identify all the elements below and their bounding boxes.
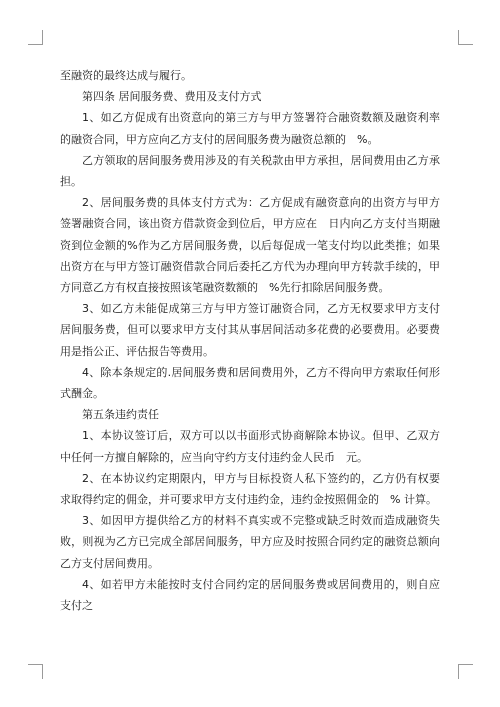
crop-mark-top-right xyxy=(458,30,473,45)
article-4-clause-2: 2、居间服务费的具体支付方式为：乙方促成有融资意向的出资方与甲方签署融资合同，该出资方借款资金到位后，甲方应在 日内向乙方支付当期融资到位金额的%作为乙方居间服务费，以后每促成一笔支付均以此类推；如果出资方在与甲方签订融资借款合同后委托乙方代为办理向甲方转款手续的，甲方同意乙方有权直接按照该笔融资数额的 %先行扣除居间服务费。 xyxy=(60,196,440,295)
document-body xyxy=(60,65,440,616)
article-5-clause-2: 2、在本协议约定期限内，甲方与目标投资人私下签约的，乙方仍有权要求取得约定的佣金，并可要求甲方支付违约金，违约金按照佣金的 % 计算。 xyxy=(60,471,440,507)
article-4-tax-note: 乙方领取的居间服务费用涉及的有关税款由甲方承担，居间费用由乙方承担。 xyxy=(60,153,440,189)
article-5-clause-1: 1、本协议签订后，双方可以以书面形式协商解除本协议。但甲、乙双方中任何一方擅自解除的，应当向守约方支付违约金人民币 元。 xyxy=(60,429,440,464)
crop-mark-bottom-left xyxy=(28,664,43,679)
article-4-clause-1: 1、如乙方促成有出资意向的第三方与甲方签署符合融资数额及融资利率的融资合同，甲方应向乙方支付的居间服务费为融资总额的 %。 xyxy=(60,111,440,146)
article-4-clause-4: 4、除本条规定的.居间服务费和居间费用外，乙方不得向甲方索取任何形式酬金。 xyxy=(60,365,440,401)
article-4-heading: 第四条 居间服务费、费用及支付方式 xyxy=(82,90,262,104)
article-5-heading: 第五条违约责任 xyxy=(82,408,159,422)
crop-mark-top-left xyxy=(28,30,43,45)
article-4-clause-3: 3、如乙方未能促成第三方与甲方签订融资合同，乙方无权要求甲方支付居间服务费，但可以要求甲方支付其从事居间活动多花费的必要费用。必要费用是指公正、评估报告等费用。 xyxy=(60,302,440,358)
crop-mark-bottom-right xyxy=(458,664,473,679)
article-5-clause-3: 3、如因甲方提供给乙方的材料不真实或不完整或缺乏时效而造成融资失败，则视为乙方已完成全部居间服务，甲方应及时按照合同约定的融资总额向乙方支付居间费用。 xyxy=(60,514,440,570)
article-5-clause-4: 4、如若甲方未能按时支付合同约定的居间服务费或居间费用的，则自应支付之 xyxy=(60,577,440,613)
paragraph-continuation: 至融资的最终达成与履行。 xyxy=(60,69,192,82)
